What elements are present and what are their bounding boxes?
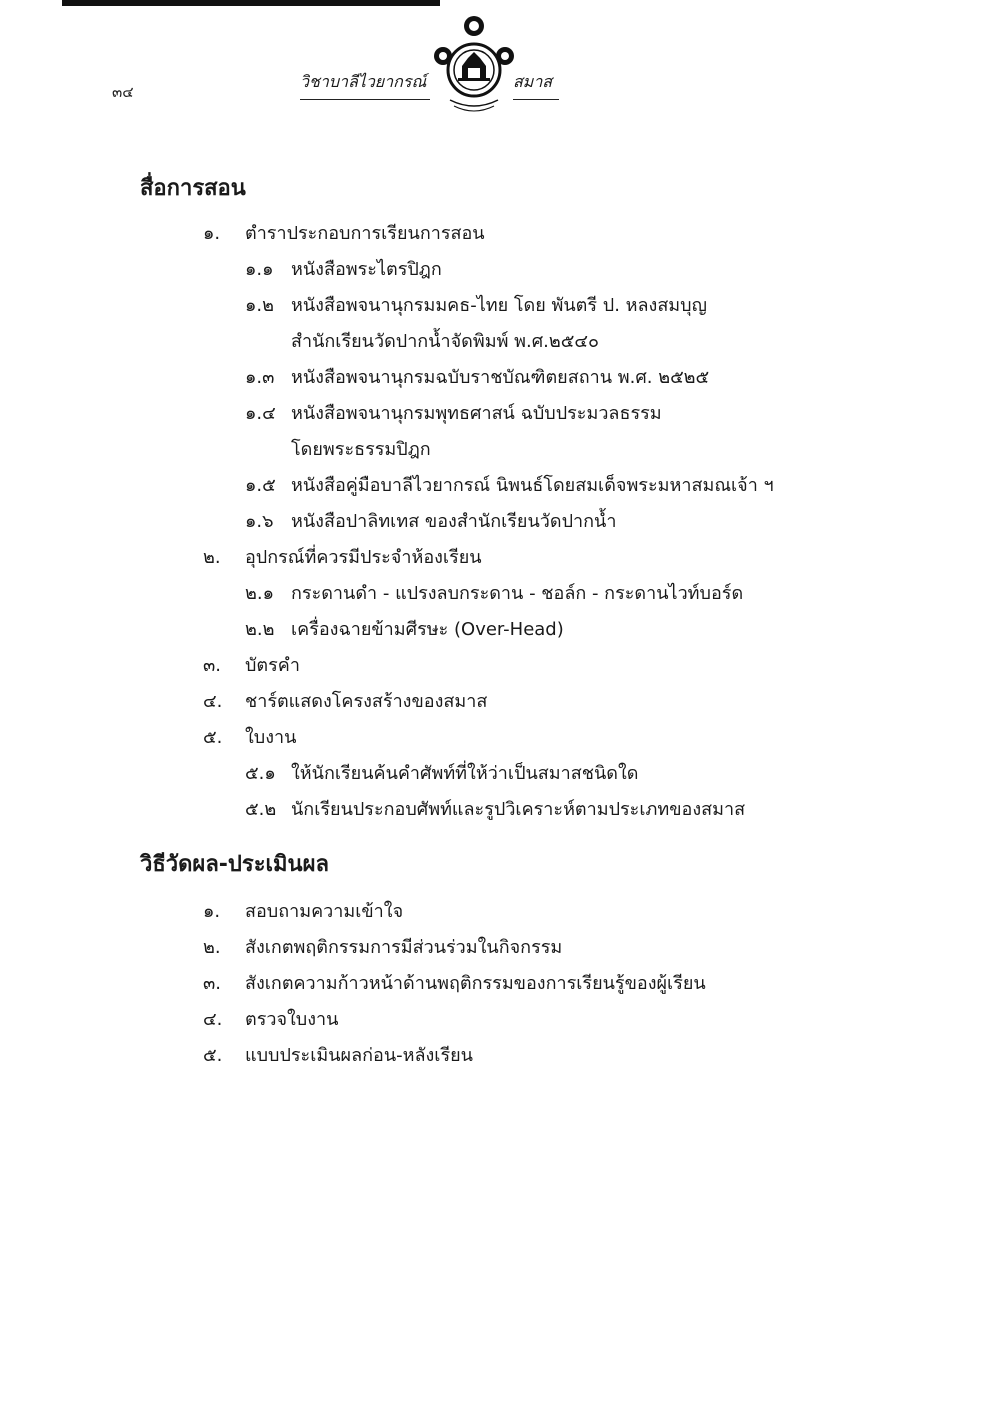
list-item xyxy=(203,1004,338,1033)
item-number: ๔. xyxy=(203,691,223,712)
item-text: หนังสือคู่มือบาลีไวยากรณ์ นิพนธ์โดยสมเด็จพระมหาสมณเจ้า ฯ xyxy=(291,475,774,496)
list-item xyxy=(245,506,616,535)
item-text: หนังสือพจนานุกรมพุทธศาสน์ ฉบับประมวลธรรม xyxy=(291,403,662,424)
item-text: เครื่องฉายข้ามศีรษะ (Over-Head) xyxy=(291,619,564,640)
item-text: แบบประเมินผลก่อน-หลังเรียน xyxy=(245,1045,473,1066)
section-title-evaluation: วิธีวัดผล-ประเมินผล xyxy=(140,852,329,877)
item-number: ๔. xyxy=(203,1009,223,1030)
item-text: หนังสือพจนานุกรมฉบับราชบัณฑิตยสถาน พ.ศ. ๒๕๒๕ xyxy=(291,367,710,388)
school-emblem-icon xyxy=(432,12,516,118)
item-text: สำนักเรียนวัดปากน้ำจัดพิมพ์ พ.ศ.๒๕๔๐ xyxy=(291,331,599,352)
item-text: ตรวจใบงาน xyxy=(245,1009,339,1030)
item-text: หนังสือพจนานุกรมมคธ-ไทย โดย พันตรี ป. หลงสมบุญ xyxy=(291,295,707,316)
item-number: ๓. xyxy=(203,655,222,676)
item-number: ๑.๒ xyxy=(245,295,275,316)
item-text: อุปกรณ์ที่ควรมีประจำห้องเรียน xyxy=(245,547,482,568)
page-number: ๓๔ xyxy=(112,83,134,101)
item-text: ให้นักเรียนค้นคำศัพท์ที่ให้ว่าเป็นสมาสชนิดใด xyxy=(291,763,639,784)
item-text: หนังสือปาลิทเทส ของสำนักเรียนวัดปากน้ำ xyxy=(291,511,617,532)
list-item xyxy=(245,470,774,499)
header-topic-title: สมาส xyxy=(513,70,559,100)
item-number: ๕. xyxy=(203,727,223,748)
list-item-continuation xyxy=(245,326,599,355)
list-item xyxy=(203,1040,473,1069)
list-item-continuation xyxy=(245,434,431,463)
section-title-teaching-media: สื่อการสอน xyxy=(140,176,246,201)
list-item xyxy=(245,758,638,787)
list-item xyxy=(203,896,403,925)
item-text: นักเรียนประกอบศัพท์และรูปวิเคราะห์ตามประเภทของสมาส xyxy=(291,799,746,820)
list-item xyxy=(245,578,743,607)
item-number: ๒. xyxy=(203,547,221,568)
list-item xyxy=(203,932,562,961)
item-number: ๒.๑ xyxy=(245,583,275,604)
list-item xyxy=(245,794,745,823)
item-number: ๒.๒ xyxy=(245,619,275,640)
item-number: ๑. xyxy=(203,901,221,922)
item-text: ตำราประกอบการเรียนการสอน xyxy=(245,223,485,244)
item-text: กระดานดำ - แปรงลบกระดาน - ชอล์ก - กระดานไวท์บอร์ด xyxy=(291,583,744,604)
list-item xyxy=(203,218,485,247)
page-header xyxy=(0,0,1000,140)
item-number: ๑.๕ xyxy=(245,475,276,496)
item-number: ๓. xyxy=(203,973,222,994)
list-item xyxy=(245,290,707,319)
item-text: โดยพระธรรมปิฎก xyxy=(291,439,431,460)
item-number: ๕. xyxy=(203,1045,223,1066)
item-text: หนังสือพระไตรปิฎก xyxy=(291,259,442,280)
list-item xyxy=(203,686,487,715)
item-number: ๑.๖ xyxy=(245,511,274,532)
item-text: สอบถามความเข้าใจ xyxy=(245,901,404,922)
item-number: ๑.๑ xyxy=(245,259,274,280)
list-item xyxy=(245,362,709,391)
item-number: ๑.๓ xyxy=(245,367,275,388)
item-text: บัตรคำ xyxy=(245,655,300,676)
list-item xyxy=(203,650,300,679)
list-item xyxy=(245,398,662,427)
item-number: ๕.๑ xyxy=(245,763,276,784)
list-item xyxy=(203,968,706,997)
item-text: ใบงาน xyxy=(245,727,297,748)
list-item xyxy=(245,254,442,283)
item-number: ๑.๔ xyxy=(245,403,276,424)
list-item xyxy=(203,722,296,751)
item-number: ๑. xyxy=(203,223,221,244)
item-text: ชาร์ตแสดงโครงสร้างของสมาส xyxy=(245,691,488,712)
item-number: ๒. xyxy=(203,937,221,958)
item-text: สังเกตความก้าวหน้าด้านพฤติกรรมของการเรียนรู้ของผู้เรียน xyxy=(245,973,706,994)
header-subject-title: วิชาบาลีไวยากรณ์ xyxy=(300,70,430,100)
item-text: สังเกตพฤติกรรมการมีส่วนร่วมในกิจกรรม xyxy=(245,937,563,958)
item-number: ๕.๒ xyxy=(245,799,277,820)
list-item xyxy=(245,614,564,643)
list-item xyxy=(203,542,482,571)
